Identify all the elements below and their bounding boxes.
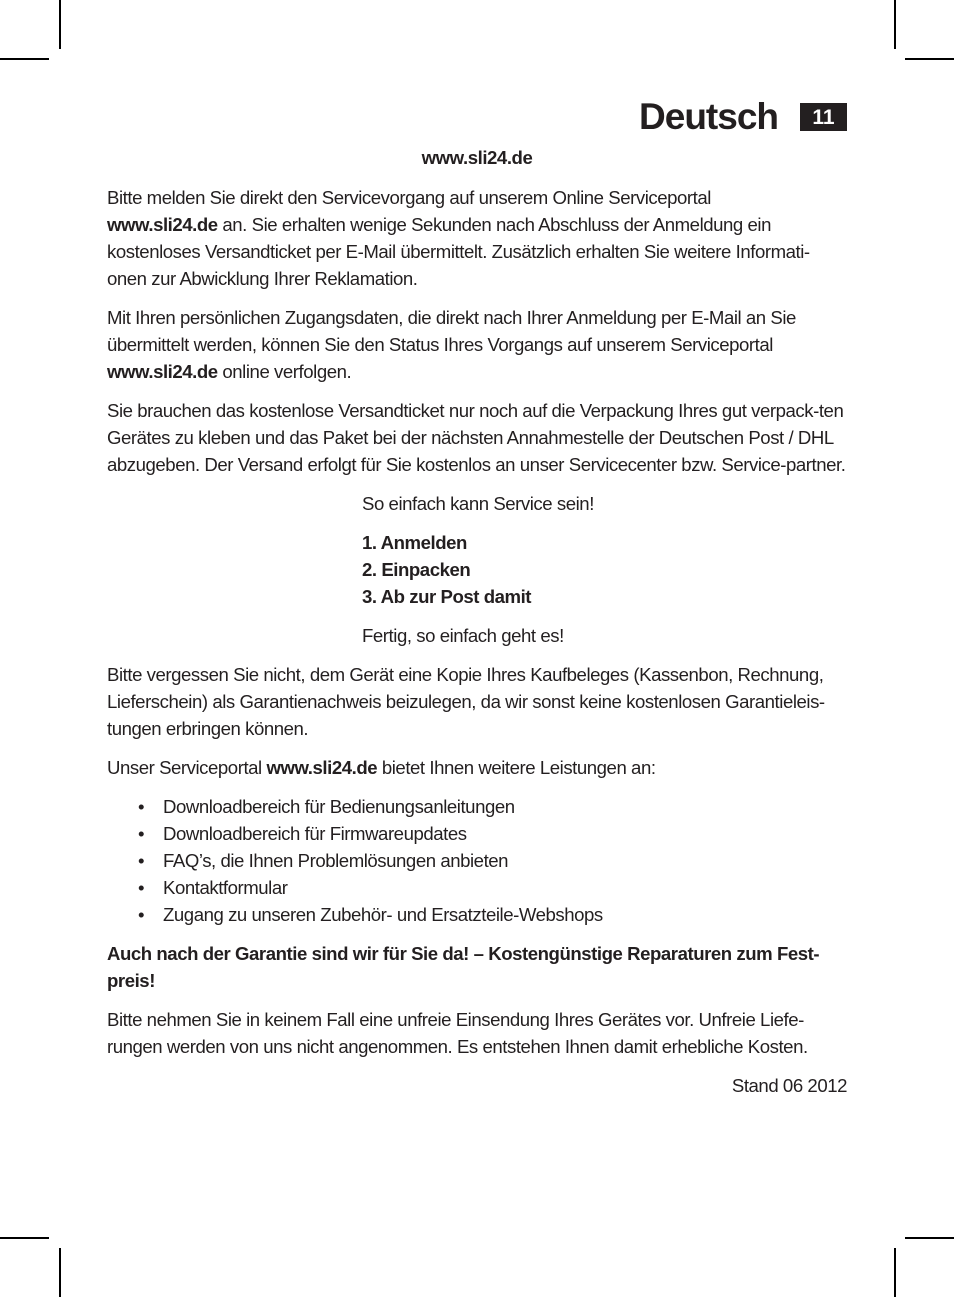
page-language-heading: Deutsch — [639, 96, 778, 137]
list-item: • Kontaktformular — [107, 874, 847, 901]
step-item: 2. Einpacken — [362, 559, 471, 580]
simple-service-intro: So einfach kann Service sein! — [362, 493, 594, 514]
paragraph-text: bietet Ihnen weitere Leistungen an: — [377, 757, 656, 778]
crop-mark-bottom-right-vertical — [894, 1248, 896, 1297]
paragraph-unfree-shipping: Bitte nehmen Sie in keinem Fall eine unfreie Einsendung Ihres Gerätes vor. Unfreie Liefe-rungen werden von uns nicht angenommen. Es entstehen Ihnen damit erhebliche Kosten. — [107, 1009, 808, 1057]
simple-service-outro: Fertig, so einfach geht es! — [362, 625, 564, 646]
portal-link[interactable]: www.sli24.de — [107, 361, 218, 382]
crop-mark-bottom-left-vertical — [59, 1248, 61, 1297]
paragraph-text: an. Sie erhalten wenige Sekunden nach Abschluss der Anmeldung ein kostenloses Versandticket per E-Mail übermittelt. Zusätzlich erhalten Sie weitere Informati-onen zur Abwicklung Ihrer Reklamation. — [107, 214, 810, 289]
crop-mark-bottom-left-horizontal — [0, 1237, 49, 1239]
crop-mark-top-left-horizontal — [0, 58, 49, 60]
services-list — [107, 793, 847, 928]
steps-list — [107, 529, 847, 610]
warranty-heading: Auch nach der Garantie sind wir für Sie da! – Kostengünstige Reparaturen zum Fest-preis! — [107, 943, 820, 991]
paragraph-portal-services — [107, 754, 847, 781]
step-item: 1. Anmelden — [362, 532, 467, 553]
paragraph-register — [107, 184, 847, 292]
step-item: 3. Ab zur Post damit — [362, 586, 532, 607]
list-item: • Downloadbereich für Firmwareupdates — [107, 820, 847, 847]
list-item: • Downloadbereich für Bedienungsanleitungen — [107, 793, 847, 820]
document-body — [107, 144, 847, 1111]
paragraph-text: Bitte melden Sie direkt den Servicevorgang auf unserem Online Serviceportal — [107, 187, 711, 208]
document-date: Stand 06 2012 — [731, 1075, 847, 1096]
crop-mark-top-right-vertical — [894, 0, 896, 49]
portal-link[interactable]: www.sli24.de — [107, 214, 218, 235]
list-item: • FAQ’s, die Ihnen Problemlösungen anbieten — [107, 847, 847, 874]
url-heading: www.sli24.de — [421, 147, 533, 168]
crop-mark-top-left-vertical — [59, 0, 61, 49]
paragraph-shipping: Sie brauchen das kostenlose Versandticket nur noch auf die Verpackung Ihres gut verpack-ten Gerätes zu kleben und das Paket bei der nächsten Annahmestelle der Deutschen Post / DHL abzugeben. Der Versand erfolgt für Sie kostenlos an unser Servicecenter bzw. Service-partner. — [107, 400, 846, 475]
paragraph-receipt: Bitte vergessen Sie nicht, dem Gerät eine Kopie Ihres Kaufbeleges (Kassenbon, Rechnung, Lieferschein) als Garantienachweis beizulegen, da wir sonst keine kostenlosen Garantieleis-tungen erbringen können. — [107, 664, 825, 739]
paragraph-text: online verfolgen. — [217, 361, 352, 382]
paragraph-tracking — [107, 304, 847, 385]
page-number-badge: 11 — [800, 103, 847, 131]
list-item: • Zugang zu unseren Zubehör- und Ersatzteile-Webshops — [107, 901, 847, 928]
paragraph-text: Unser Serviceportal — [107, 757, 267, 778]
crop-mark-bottom-right-horizontal — [905, 1237, 954, 1239]
paragraph-text: Mit Ihren persönlichen Zugangsdaten, die direkt nach Ihrer Anmeldung per E-Mail an Sie übermittelt werden, können Sie den Status Ihres Vorgangs auf unserem Serviceportal — [107, 307, 796, 355]
portal-link[interactable]: www.sli24.de — [266, 757, 378, 778]
crop-mark-top-right-horizontal — [905, 58, 954, 60]
